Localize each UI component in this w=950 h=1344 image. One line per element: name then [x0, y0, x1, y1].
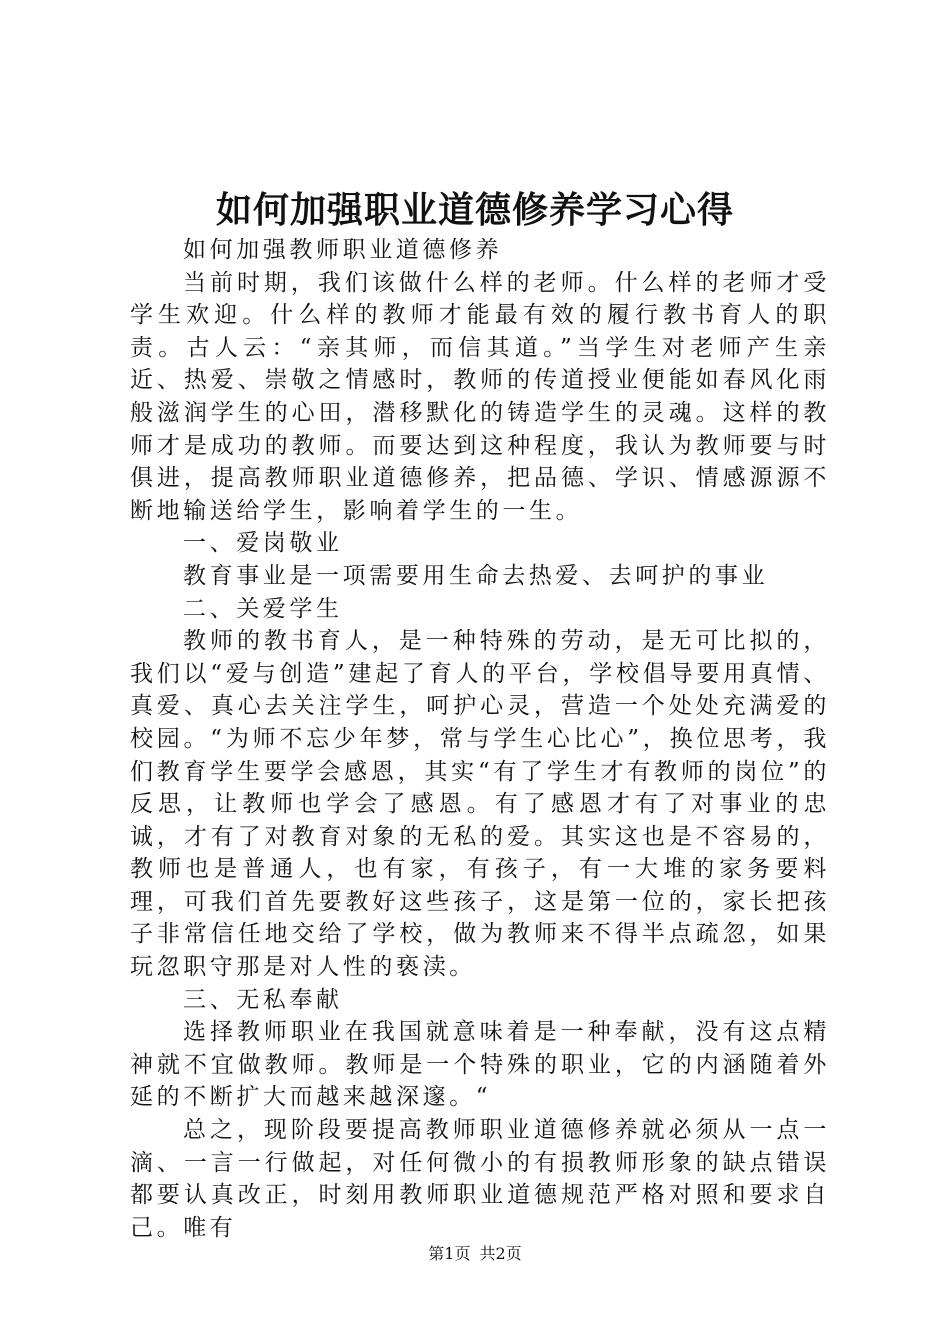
- section-2-paragraph: 教师的教书育人，是一种特殊的劳动，是无可比拟的，我们以“爱与创造”建起了育人的平台，学校倡导要用真情、真爱、真心去关注学生，呵护心灵，营造一个处处充满爱的校园。“为师不忘少年梦，常与学生心比心”，换位思考，我们教育学生要学会感恩，其实“有了学生才有教师的岗位”的反思，让教师也学会了感恩。有了感恩才有了对事业的忠诚，才有了对教育对象的无私的爱。其实这也是不容易的，教师也是普通人，也有家，有孩子，有一大堆的家务要料理，可我们首先要教好这些孩子，这是第一位的，家长把孩子非常信任地交给了学校，做为教师来不得半点疏忽，如果玩忽职守那是对人性的亵渎。: [130, 628, 830, 981]
- section-heading-1: 一、爱岗敬业: [183, 530, 343, 557]
- intro-paragraph: 当前时期，我们该做什么样的老师。什么样的老师才受学生欢迎。什么样的教师才能最有效的履行教书育人的职责。古人云：“亲其师，而信其道。”当学生对老师产生亲近、热爱、崇敬之情感时，教师的传道授业便能如春风化雨般滋润学生的心田，潜移默化的铸造学生的灵魂。这样的教师才是成功的教师。而要达到这种程度，我认为教师要与时俱进，提高教师职业道德修养，把品德、学识、情感源源不断地输送给学生，影响着学生的一生。: [130, 269, 830, 524]
- document-title: 如何加强职业道德修养学习心得: [215, 189, 734, 231]
- document-body: [130, 234, 830, 1244]
- section-1-paragraph: 教育事业是一项需要用生命去热爱、去呵护的事业: [183, 562, 769, 589]
- subtitle-paragraph: 如何加强教师职业道德修养: [183, 237, 503, 263]
- conclusion-paragraph: 总之，现阶段要提高教师职业道德修养就必须从一点一滴、一言一行做起，对任何微小的有损教师形象的缺点错误都要认真改正，时刻用教师职业道德规范严格对照和要求自己。唯有: [130, 1117, 830, 1241]
- section-3-paragraph: 选择教师职业在我国就意味着是一种奉献，没有这点精神就不宜做教师。教师是一个特殊的职业，它的内涵随着外延的不断扩大而越来越深邃。“: [130, 1019, 830, 1111]
- page-total: 共2页: [479, 1244, 522, 1263]
- section-heading-2: 二、关爱学生: [183, 595, 343, 622]
- page-footer: [0, 1243, 950, 1265]
- page-number: 第1页: [428, 1244, 471, 1263]
- section-heading-3: 三、无私奉献: [183, 986, 343, 1013]
